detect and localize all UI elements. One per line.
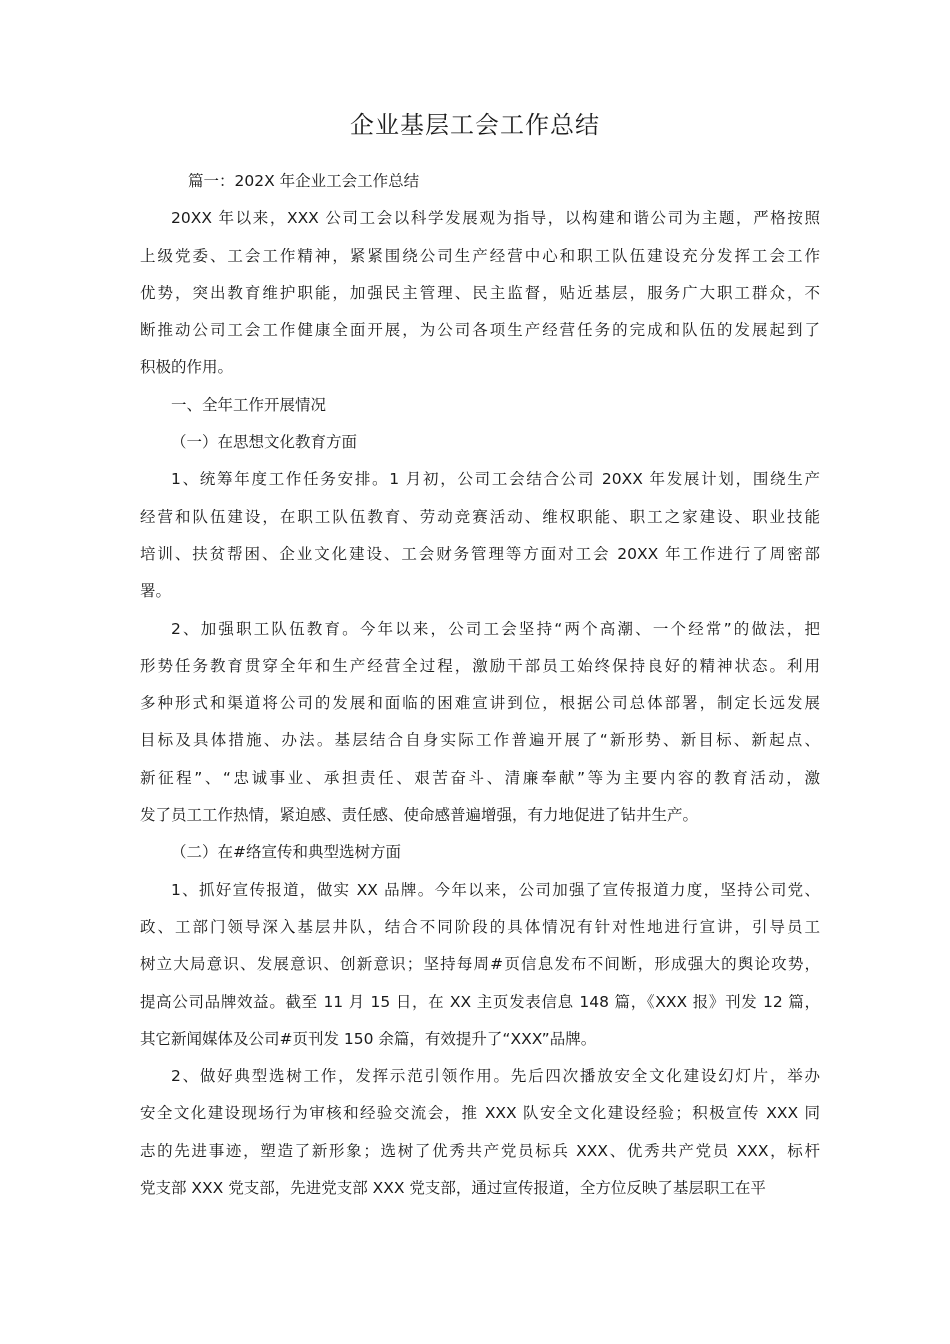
- paragraph-item-2-2: [140, 1058, 820, 1207]
- text-line: （二）在#络宣传和典型选树方面: [171, 843, 401, 862]
- text-line: 优势，突出教育维护职能，加强民主管理、民主监督，贴近基层，服务广大职工群众，不: [140, 283, 820, 302]
- text-line: 目标及具体措施、办法。基层结合自身实际工作普遍开展了“新形势、新目标、新起点、: [140, 731, 820, 750]
- text-line: 2、做好典型选树工作，发挥示范引领作用。先后四次播放安全文化建设幻灯片，举办: [171, 1067, 820, 1086]
- text-line: 署。: [140, 582, 172, 601]
- document-title: 企业基层工会工作总结: [350, 111, 600, 139]
- paragraph-intro: [140, 200, 820, 386]
- paragraph-item-2-1: [140, 872, 820, 1058]
- text-line: 树立大局意识、发展意识、创新意识；坚持每周#页信息发布不间断，形成强大的舆论攻势，: [140, 955, 820, 974]
- text-line: 政、工部门领导深入基层井队，结合不同阶段的具体情况有针对性地进行宣讲，引导员工: [140, 917, 820, 936]
- text-line: 上级党委、工会工作精神，紧紧围绕公司生产经营中心和职工队伍建设充分发挥工会工作: [140, 246, 820, 265]
- text-line: 发了员工工作热情，紧迫感、责任感、使命感普遍增强，有力地促进了钻井生产。: [140, 806, 699, 825]
- paragraph-subsection-2: [140, 834, 820, 871]
- paragraph-chapter-heading: [140, 163, 820, 200]
- text-line: 安全文化建设现场行为审核和经验交流会，推 XXX 队安全文化建设经验；积极宣传 XXX 同: [140, 1104, 820, 1123]
- text-line: 新征程”、“忠诚事业、承担责任、艰苦奋斗、清廉奉献”等为主要内容的教育活动，激: [140, 768, 820, 787]
- text-line: （一）在思想文化教育方面: [171, 433, 358, 452]
- paragraph-item-1-2: [140, 611, 820, 835]
- text-line: 志的先进事迹，塑造了新形象；选树了优秀共产党员标兵 XXX、优秀共产党员 XXX，标杆: [140, 1141, 820, 1160]
- paragraph-subsection-1: [140, 424, 820, 461]
- text-line: 提高公司品牌效益。截至 11 月 15 日，在 XX 主页发表信息 148 篇，《XXX 报》刊发 12 篇，: [140, 992, 820, 1011]
- text-line: 2、加强职工队伍教育。今年以来，公司工会坚持“两个高潮、一个经常”的做法，把: [171, 619, 820, 638]
- text-line: 其它新闻媒体及公司#页刊发 150 余篇，有效提升了“XXX”品牌。: [140, 1029, 597, 1048]
- text-line: 经营和队伍建设，在职工队伍教育、劳动竞赛活动、维权职能、职工之家建设、职业技能: [140, 507, 820, 526]
- text-line: 一、全年工作开展情况: [171, 395, 327, 414]
- text-line: 篇一：202X 年企业工会工作总结: [188, 172, 420, 190]
- text-line: 积极的作用。: [140, 358, 234, 377]
- text-line: 多种形式和渠道将公司的发展和面临的困难宣讲到位，根据公司总体部署，制定长远发展: [140, 694, 820, 713]
- paragraph-item-1-1: [140, 461, 820, 610]
- text-line: 1、统筹年度工作任务安排。1 月初，公司工会结合公司 20XX 年发展计划，围绕生产: [171, 470, 820, 489]
- text-line: 培训、扶贫帮困、企业文化建设、工会财务管理等方面对工会 20XX 年工作进行了周密部: [140, 544, 820, 563]
- text-line: 20XX 年以来，XXX 公司工会以科学发展观为指导，以构建和谐公司为主题，严格按照: [171, 209, 820, 228]
- text-line: 断推动公司工会工作健康全面开展，为公司各项生产经营任务的完成和队伍的发展起到了: [140, 321, 820, 340]
- paragraph-section-1: [140, 387, 820, 424]
- text-line: 形势任务教育贯穿全年和生产经营全过程，激励干部员工始终保持良好的精神状态。利用: [140, 656, 820, 675]
- text-line: 党支部 XXX 党支部，先进党支部 XXX 党支部，通过宣传报道，全方位反映了基层职工在平: [140, 1179, 766, 1198]
- text-line: 1、抓好宣传报道，做实 XX 品牌。今年以来，公司加强了宣传报道力度，坚持公司党、: [171, 880, 820, 899]
- document-body: [140, 163, 820, 1207]
